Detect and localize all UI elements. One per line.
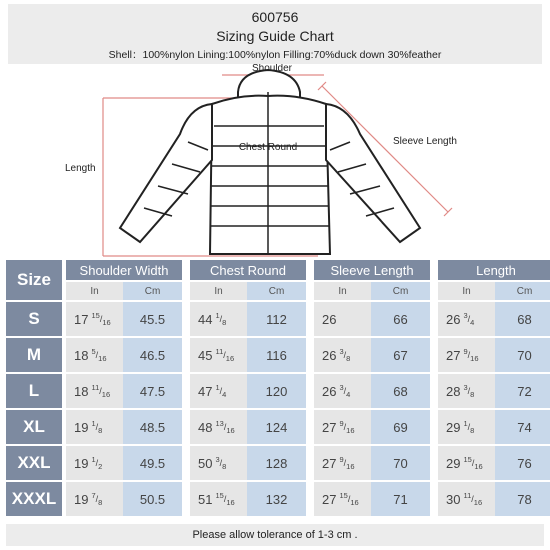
inch-value <box>314 302 371 336</box>
inch-whole: 19 <box>74 491 89 507</box>
fraction-denominator: 16 <box>346 425 355 435</box>
jacket-diagram <box>0 64 550 260</box>
fraction-denominator: 4 <box>222 389 227 399</box>
fraction-denominator: 16 <box>473 497 483 507</box>
inch-value: 28 $^3/_8$ <box>438 374 495 408</box>
sub-header-in: In <box>438 282 495 300</box>
inch-value: 50 $^3/_8$ <box>190 446 247 480</box>
inch-value: 29 $^{15}/_{16}$ <box>438 446 495 480</box>
inch-value: 27 $^9/_{16}$ <box>438 338 495 372</box>
inch-whole: 18 <box>74 347 89 363</box>
fraction-denominator: 8 <box>222 461 227 471</box>
sub-header-in: In <box>314 282 371 300</box>
fraction-numerator: 7 <box>91 491 96 501</box>
fraction-numerator: 15 <box>215 491 224 501</box>
material-specs: Shell：100%nylon Lining:100%nylon Filling:70%duck down 30%feather <box>108 49 442 61</box>
inch-value: 27 $^9/_{16}$ <box>314 410 371 444</box>
cm-value: 74 <box>495 410 550 444</box>
column-header: Shoulder Width <box>66 260 182 280</box>
fraction-numerator: 3 <box>463 311 468 321</box>
cm-value: 47.5 <box>123 374 182 408</box>
size-label: XXXL <box>6 482 62 516</box>
inch-whole: 26 <box>446 311 461 327</box>
inch-whole: 50 <box>198 455 213 471</box>
inch-value: 47 $^1/_4$ <box>190 374 247 408</box>
inch-value: 19 $^1/_2$ <box>66 446 123 480</box>
fraction-numerator: 9 <box>339 419 344 429</box>
fraction-numerator: 1 <box>91 455 96 465</box>
inch-value: 27 $^9/_{16}$ <box>314 446 371 480</box>
fraction-denominator: 16 <box>346 461 355 471</box>
inch-whole: 19 <box>74 419 89 435</box>
size-header: Size <box>6 260 62 300</box>
cm-value: 68 <box>495 302 550 336</box>
product-sku: 600756 <box>251 9 299 25</box>
column-header: Chest Round <box>190 260 306 280</box>
size-label: M <box>6 338 62 372</box>
fraction-denominator: 8 <box>98 425 103 435</box>
inch-value: 26 $^3/_4$ <box>438 302 495 336</box>
inch-value: 48 $^{13}/_{16}$ <box>190 410 247 444</box>
fraction-numerator: 1 <box>215 311 220 321</box>
inch-value: 18 $^{11}/_{16}$ <box>66 374 123 408</box>
size-label: XXL <box>6 446 62 480</box>
inch-whole: 29 <box>446 455 461 471</box>
fraction-denominator: 8 <box>98 497 103 507</box>
column-header: Sleeve Length <box>314 260 430 280</box>
cm-value: 120 <box>247 374 306 408</box>
inch-whole: 48 <box>198 419 213 435</box>
size-label: XL <box>6 410 62 444</box>
cm-value: 68 <box>371 374 430 408</box>
cm-value: 70 <box>495 338 550 372</box>
length-label: Length <box>65 163 96 174</box>
fraction-numerator: 15 <box>339 491 348 501</box>
fraction-denominator: 8 <box>470 425 475 435</box>
fraction-denominator: 2 <box>98 461 103 471</box>
inch-whole: 44 <box>198 311 213 327</box>
inch-value: 26 $^3/_4$ <box>314 374 371 408</box>
inch-value: 51 $^{15}/_{16}$ <box>190 482 247 516</box>
inch-whole: 51 <box>198 491 213 507</box>
inch-whole: 45 <box>198 347 213 363</box>
inch-value: 45 $^{11}/_{16}$ <box>190 338 247 372</box>
inch-value: 19 $^7/_8$ <box>66 482 123 516</box>
cm-value: 116 <box>247 338 306 372</box>
cm-value: 45.5 <box>123 302 182 336</box>
cm-value: 48.5 <box>123 410 182 444</box>
page-title: Sizing Guide Chart <box>216 28 334 44</box>
fraction-denominator: 4 <box>470 317 475 327</box>
fraction-denominator: 8 <box>346 353 351 363</box>
fraction-denominator: 8 <box>222 317 227 327</box>
fraction-denominator: 16 <box>226 425 235 435</box>
tolerance-note: Please allow tolerance of 1-3 cm . <box>6 524 544 546</box>
fraction-denominator: 16 <box>225 353 235 363</box>
cm-value: 71 <box>371 482 430 516</box>
fraction-numerator: 1 <box>463 419 468 429</box>
inch-whole: 19 <box>74 455 89 471</box>
cm-value: 49.5 <box>123 446 182 480</box>
inch-value: 27 $^{15}/_{16}$ <box>314 482 371 516</box>
cm-value: 69 <box>371 410 430 444</box>
fraction-numerator: 3 <box>339 383 344 393</box>
inch-whole: 30 <box>446 491 461 507</box>
inch-value: 18 $^5/_{16}$ <box>66 338 123 372</box>
fraction-numerator: 9 <box>463 347 468 357</box>
inch-whole: 27 <box>322 419 337 435</box>
fraction-numerator: 11 <box>215 347 224 357</box>
fraction-denominator: 16 <box>470 353 479 363</box>
fraction-numerator: 3 <box>339 347 344 357</box>
shoulder-label: Shoulder <box>251 64 293 74</box>
sub-header-cm: Cm <box>371 282 430 300</box>
inch-whole: 18 <box>74 383 89 399</box>
fraction-numerator: 5 <box>91 347 96 357</box>
sub-header-cm: Cm <box>247 282 306 300</box>
cm-value: 112 <box>247 302 306 336</box>
inch-whole: 28 <box>446 383 461 399</box>
fraction-numerator: 9 <box>339 455 344 465</box>
inch-whole: 29 <box>446 419 461 435</box>
inch-whole: 27 <box>322 491 337 507</box>
cm-value: 76 <box>495 446 550 480</box>
inch-whole: 27 <box>446 347 461 363</box>
inch-whole: 26 <box>322 347 337 363</box>
inch-whole: 47 <box>198 383 213 399</box>
cm-value: 66 <box>371 302 430 336</box>
size-label: S <box>6 302 62 336</box>
fraction-numerator: 1 <box>215 383 220 393</box>
cm-value: 46.5 <box>123 338 182 372</box>
sub-header-cm: Cm <box>495 282 550 300</box>
cm-value: 72 <box>495 374 550 408</box>
fraction-denominator: 4 <box>346 389 351 399</box>
cm-value: 70 <box>371 446 430 480</box>
chest-label: Chest Round <box>238 142 298 153</box>
cm-value: 124 <box>247 410 306 444</box>
fraction-numerator: 13 <box>215 419 224 429</box>
inch-value: 30 $^{11}/_{16}$ <box>438 482 495 516</box>
sleeve-label: Sleeve Length <box>393 136 457 147</box>
fraction-numerator: 1 <box>91 419 96 429</box>
sub-header-in: In <box>190 282 247 300</box>
column-header: Length <box>438 260 550 280</box>
fraction-denominator: 16 <box>474 461 483 471</box>
size-table <box>6 260 544 522</box>
fraction-denominator: 16 <box>350 497 359 507</box>
fraction-numerator: 15 <box>463 455 472 465</box>
fraction-denominator: 16 <box>226 497 235 507</box>
sub-header-cm: Cm <box>123 282 182 300</box>
inch-whole: 26 <box>322 383 337 399</box>
inch-whole: 27 <box>322 455 337 471</box>
fraction-numerator: 3 <box>215 455 220 465</box>
fraction-denominator: 16 <box>101 389 111 399</box>
cm-value: 128 <box>247 446 306 480</box>
inch-value: 29 $^1/_8$ <box>438 410 495 444</box>
cm-value: 67 <box>371 338 430 372</box>
fraction-numerator: 3 <box>463 383 468 393</box>
fraction-numerator: 15 <box>91 311 100 321</box>
inch-value: 19 $^1/_8$ <box>66 410 123 444</box>
size-label: L <box>6 374 62 408</box>
cm-value: 78 <box>495 482 550 516</box>
inch-value: 44 $^1/_8$ <box>190 302 247 336</box>
inch-whole: 26 <box>322 311 337 327</box>
fraction-denominator: 8 <box>470 389 475 399</box>
fraction-numerator: 11 <box>91 383 100 393</box>
sub-header-in: In <box>66 282 123 300</box>
fraction-denominator: 16 <box>98 353 107 363</box>
cm-value: 132 <box>247 482 306 516</box>
fraction-denominator: 16 <box>102 317 111 327</box>
cm-value: 50.5 <box>123 482 182 516</box>
header-panel <box>8 4 542 64</box>
fraction-numerator: 11 <box>463 491 472 501</box>
inch-value: 17 $^{15}/_{16}$ <box>66 302 123 336</box>
inch-whole: 17 <box>74 311 89 327</box>
inch-value: 26 $^3/_8$ <box>314 338 371 372</box>
